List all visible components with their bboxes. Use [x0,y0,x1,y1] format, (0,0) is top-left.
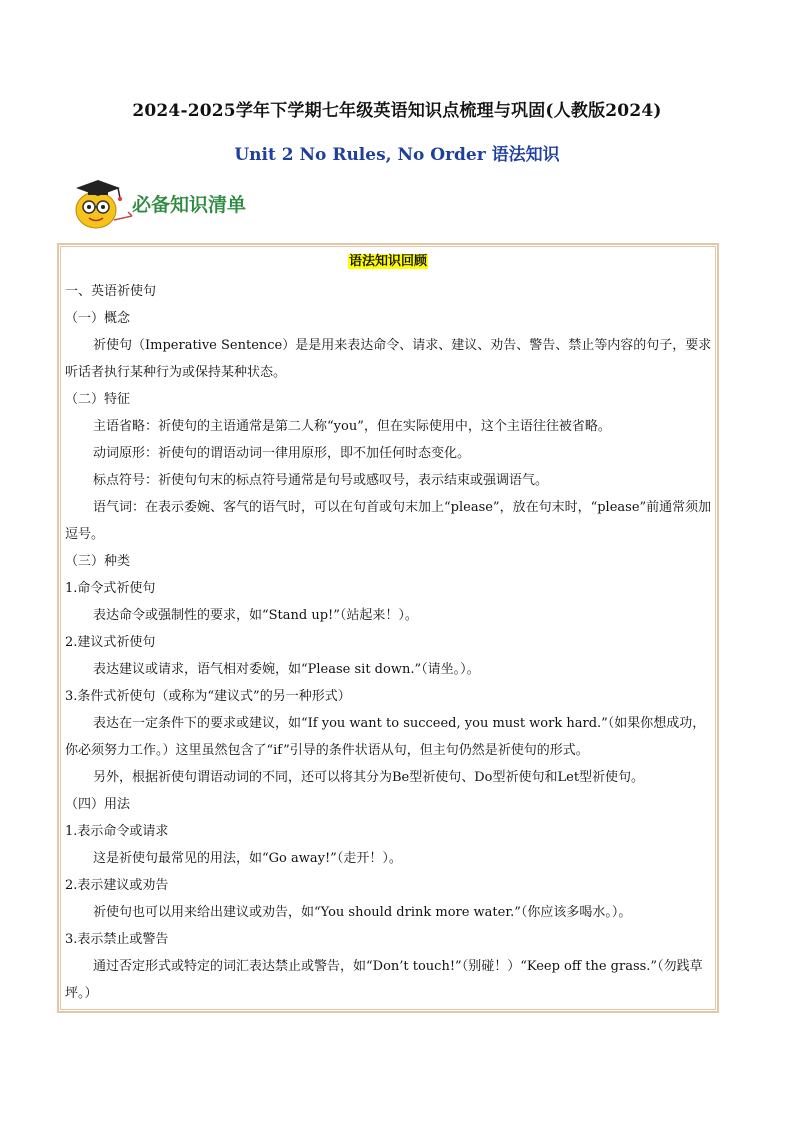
content-line: 动词原形：祈使句的谓语动词一律用原形，即不加任何时态变化。 [93,446,471,461]
box-title [59,250,717,269]
grammar-review-box [57,243,719,1013]
box-content [65,278,713,1007]
content-line: （一）概念 [65,311,131,326]
content-line: 语气词：在表示委婉、客气的语气时，可以在句首或句末加上“please”，放在句末时，“please”前通常须加逗号。 [65,500,712,542]
mascot-graduate-icon [70,176,134,232]
content-line: 1.表示命令或请求 [65,824,169,839]
content-line: 一、英语祈使句 [65,284,157,299]
box-title-text: 语法知识回顾 [348,254,427,269]
content-line: 表达在一定条件下的要求或建议，如“If you want to succeed, you must work hard.”（如果你想成功，你必须努力工作。）这里虽然包含了“if”引导的条件状语从句，但主句仍然是祈使句的形式。 [65,716,706,758]
content-line: 表达命令或强制性的要求，如“Stand up!”（站起来！）。 [93,608,418,623]
content-line: 2.表示建议或劝告 [65,878,169,893]
content-line: 祈使句也可以用来给出建议或劝告，如“You should drink more water.”（你应该多喝水。）。 [93,905,632,920]
content-line: （四）用法 [65,797,131,812]
content-line: 另外，根据祈使句谓语动词的不同，还可以将其分为Be型祈使句、Do型祈使句和Let型祈使句。 [93,770,645,785]
content-line: 祈使句（Imperative Sentence）是是用来表达命令、请求、建议、劝告、警告、禁止等内容的句子，要求听话者执行某种行为或保持某种状态。 [65,338,712,380]
content-line: 3.条件式祈使句（或称为“建议式”的另一种形式） [65,689,351,704]
banner-label: 必备知识清单 [132,194,247,216]
content-line: 这是祈使句最常见的用法，如“Go away!”（走开！）。 [93,851,402,866]
content-line: （三）种类 [65,554,131,569]
content-line: 表达建议或请求，语气相对委婉，如“Please sit down.”（请坐。）。 [93,662,480,677]
content-line: （二）特征 [65,392,131,407]
document-title: 2024-2025学年下学期七年级英语知识点梳理与巩固(人教版2024) [132,101,662,121]
unit-subtitle: Unit 2 No Rules, No Order 语法知识 [234,145,560,165]
content-line: 主语省略：祈使句的主语通常是第二人称“you”，但在实际使用中，这个主语往往被省略。 [93,419,611,434]
content-line: 1.命令式祈使句 [65,581,156,596]
content-line: 标点符号：祈使句句末的标点符号通常是句号或感叹号，表示结束或强调语气。 [93,473,549,488]
content-line: 3.表示禁止或警告 [65,932,169,947]
content-line: 2.建议式祈使句 [65,635,156,650]
content-line: 通过否定形式或特定的词汇表达禁止或警告，如“Don’t touch!”（别碰！）“Keep off the grass.”（勿践草坪。） [65,959,703,1001]
